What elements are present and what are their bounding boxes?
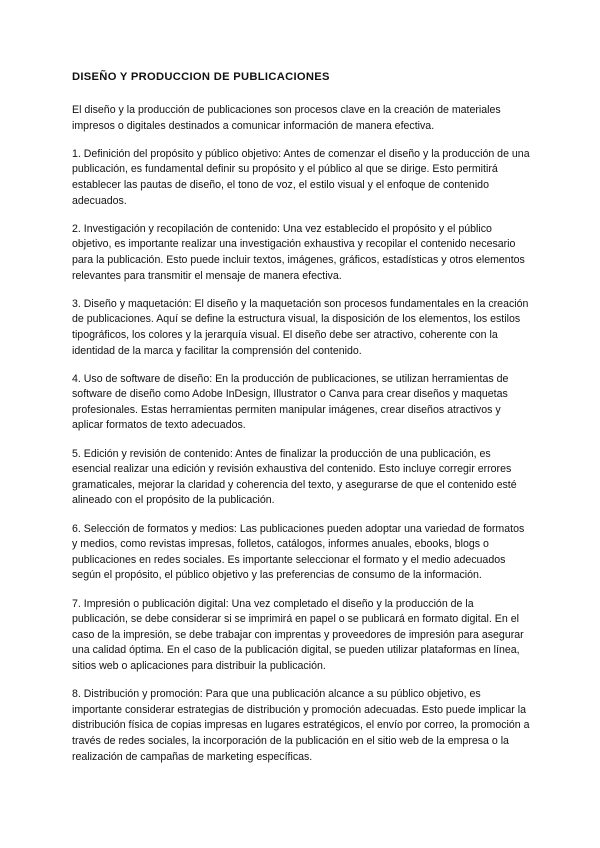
section-paragraph-3: 3. Diseño y maquetación: El diseño y la maquetación son procesos fundamentales en la creación de publicaciones. Aquí se define la estructura visual, la disposición de los elementos, los estilos tipográficos, los colores y la jerarquía visual. El diseño debe ser atractivo, coherente con la identidad de la marca y facilitar la comprensión del contenido. — [72, 297, 529, 357]
section-paragraph-6: 6. Selección de formatos y medios: Las publicaciones pueden adoptar una variedad de formatos y medios, como revistas impresas, folletos, catálogos, informes anuales, ebooks, blogs o publicaciones en redes sociales. Es importante seleccionar el formato y el medio adecuados según el propósito, el público objetivo y las preferencias de consumo de la información. — [72, 522, 525, 582]
section-paragraph-7: 7. Impresión o publicación digital: Una vez completado el diseño y la producción de la publicación, se debe considerar si se imprimirá en papel o se publicará en formato digital. En el caso de la impresión, se debe trabajar con imprentas y proveedores de impresión para asegurar una calidad óptima. En el caso de la publicación digital, se pueden utilizar plataformas en línea, sitios web o aplicaciones para distribuir la publicación. — [72, 597, 524, 672]
intro-paragraph: El diseño y la producción de publicaciones son procesos clave en la creación de materiales impresos o digitales destinados a comunicar información de manera efectiva. — [72, 104, 501, 132]
section-paragraph-8: 8. Distribución y promoción: Para que una publicación alcance a su público objetivo, es importante considerar estrategias de distribución y promoción adecuadas. Esto puede implicar la distribución física de copias impresas en lugares estratégicos, el envío por correo, la promoción a través de redes sociales, la incorporación de la publicación en el sitio web de la empresa o la realización de campañas de marketing específicas. — [72, 688, 530, 763]
section-paragraph-2: 2. Investigación y recopilación de contenido: Una vez establecido el propósito y el público objetivo, es importante realizar una investigación exhaustiva y recopilar el contenido necesario para la publicación. Esto puede incluir textos, imágenes, gráficos, estadísticas y otros elementos relevantes para transmitir el mensaje de manera efectiva. — [72, 222, 525, 282]
document-title: DISEÑO Y PRODUCCION DE PUBLICACIONES — [72, 71, 330, 83]
section-paragraph-4: 4. Uso de software de diseño: En la producción de publicaciones, se utilizan herramientas de software de diseño como Adobe InDesign, Illustrator o Canva para crear diseños y maquetas profesionales. Estas herramientas permiten manipular imágenes, crear diseños atractivos y aplicar formatos de texto adecuados. — [72, 372, 509, 432]
section-paragraph-5: 5. Edición y revisión de contenido: Antes de finalizar la producción de una publicación, es esencial realizar una edición y revisión exhaustiva del contenido. Esto incluye corregir errores gramaticales, mejorar la claridad y coherencia del texto, y asegurarse de que el contenido esté alineado con el propósito de la publicación. — [72, 447, 517, 507]
section-paragraph-1: 1. Definición del propósito y público objetivo: Antes de comenzar el diseño y la producción de una publicación, es fundamental definir su propósito y el público al que se dirige. Esto permitirá establecer las pautas de diseño, el tono de voz, el estilo visual y el enfoque de contenido adecuados. — [72, 147, 530, 207]
document-page — [72, 70, 530, 778]
